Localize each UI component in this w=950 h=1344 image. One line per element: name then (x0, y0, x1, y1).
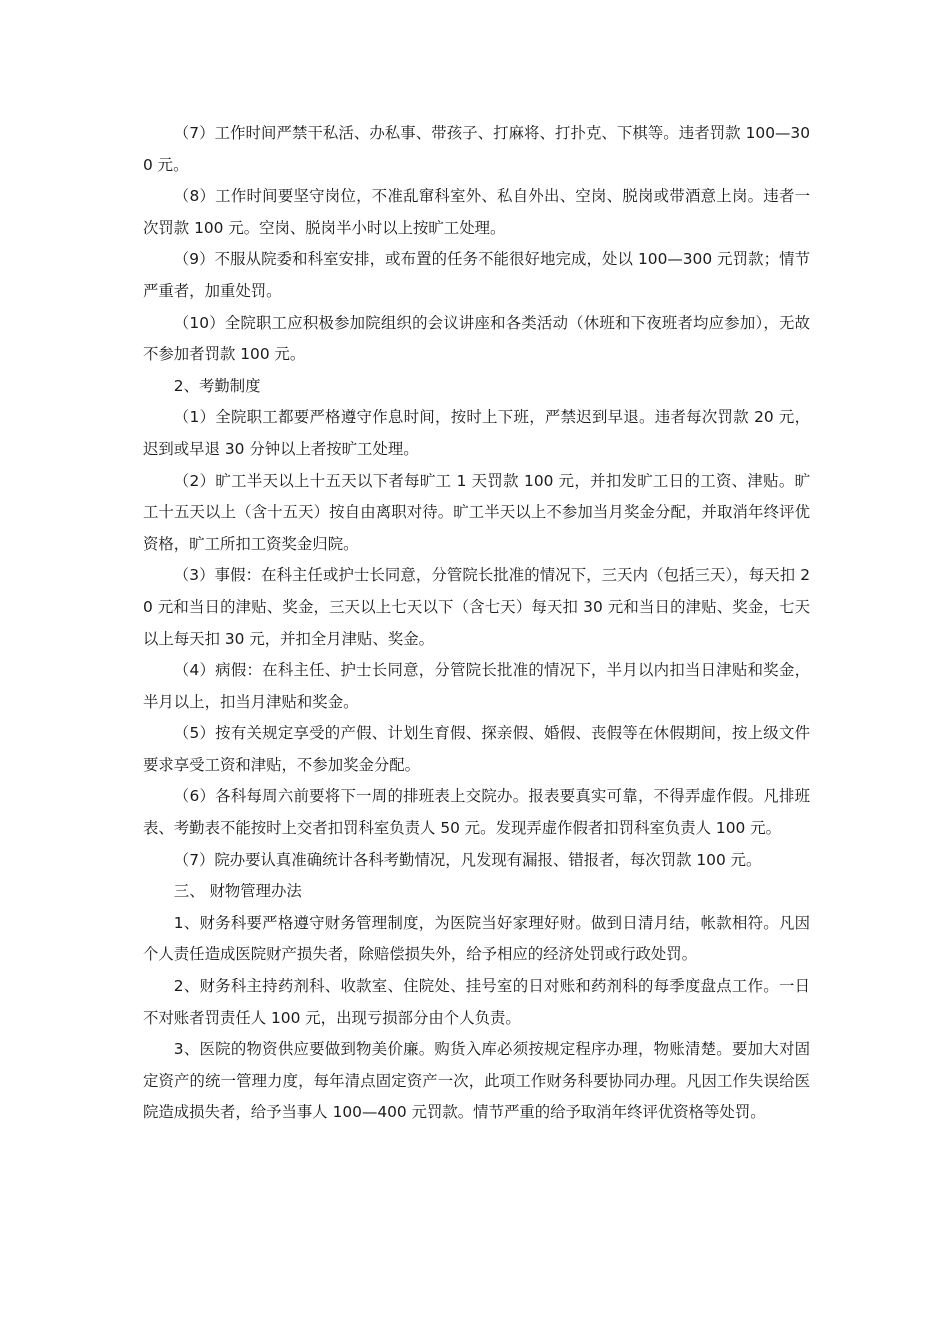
rule-item-work-9: （9）不服从院委和科室安排，或布置的任务不能很好地完成，处以 100—300 元罚款；情节严重者，加重处罚。 (143, 250, 810, 300)
section-heading-finance: 三、 财物管理办法 (173, 882, 302, 901)
rule-item-work-7: （7）工作时间严禁干私活、办私事、带孩子、打麻将、打扑克、下棋等。违者罚款 100—300 元。 (143, 124, 810, 174)
rule-item-attendance-2: （2）旷工半天以上十五天以下者每旷工 1 天罚款 100 元，并扣发旷工日的工资、津贴。旷工十五天以上（含十五天）按自由离职对待。旷工半天以上不参加当月奖金分配，并取消年终评优资格，旷工所扣工资奖金归院。 (143, 471, 810, 553)
rule-item-work-10: （10）全院职工应积极参加院组织的会议讲座和各类活动（休班和下夜班者均应参加），无故不参加者罚款 100 元。 (143, 313, 810, 364)
rule-item-finance-2: 2、财务科主持药剂科、收款室、住院处、挂号室的日对账和药剂科的每季度盘点工作。一日不对账者罚责任人 100 元，出现亏损部分由个人负责。 (143, 977, 810, 1027)
rule-item-finance-1: 1、财务科要严格遵守财务管理制度，为医院当好家理好财。做到日清月结，帐款相符。凡因个人责任造成医院财产损失者，除赔偿损失外，给予相应的经济处罚或行政处罚。 (143, 913, 810, 964)
section-heading-attendance: 2、考勤制度 (173, 376, 261, 395)
rule-item-attendance-7: （7）院办要认真准确统计各科考勤情况，凡发现有漏报、错报者，每次罚款 100 元。 (173, 850, 762, 869)
rule-item-attendance-5: （5）按有关规定享受的产假、计划生育假、探亲假、婚假、丧假等在休假期间，按上级文件要求享受工资和津贴，不参加奖金分配。 (143, 724, 810, 774)
document-page (143, 118, 810, 1129)
rule-item-finance-3: 3、医院的物资供应要做到物美价廉。购货入库必须按规定程序办理，物账清楚。要加大对固定资产的统一管理力度，每年清点固定资产一次，此项工作财务科要协同办理。凡因工作失误给医院造成损失者，给予当事人 100—400 元罚款。情节严重的给予取消年终评优资格等处罚。 (143, 1040, 810, 1122)
rule-item-work-8: （8）工作时间要坚守岗位，不准乱窜科室外、私自外出、空岗、脱岗或带酒意上岗。违者一次罚款 100 元。空岗、脱岗半小时以上按旷工处理。 (143, 187, 810, 237)
rule-item-attendance-1: （1）全院职工都要严格遵守作息时间，按时上下班，严禁迟到早退。违者每次罚款 20 元，迟到或早退 30 分钟以上者按旷工处理。 (143, 408, 810, 458)
rule-item-attendance-4: （4）病假：在科主任、护士长同意，分管院长批准的情况下，半月以内扣当日津贴和奖金，半月以上，扣当月津贴和奖金。 (143, 661, 810, 711)
rule-item-attendance-6: （6）各科每周六前要将下一周的排班表上交院办。报表要真实可靠，不得弄虚作假。凡排班表、考勤表不能按时上交者扣罚科室负责人 50 元。发现弄虚作假者扣罚科室负责人 100 元。 (143, 787, 810, 838)
rule-item-attendance-3: （3）事假：在科主任或护士长同意，分管院长批准的情况下，三天内（包括三天），每天扣 20 元和当日的津贴、奖金，三天以上七天以下（含七天）每天扣 30 元和当日的津贴、奖金，七天以上每天扣 30 元，并扣全月津贴、奖金。 (143, 566, 810, 648)
